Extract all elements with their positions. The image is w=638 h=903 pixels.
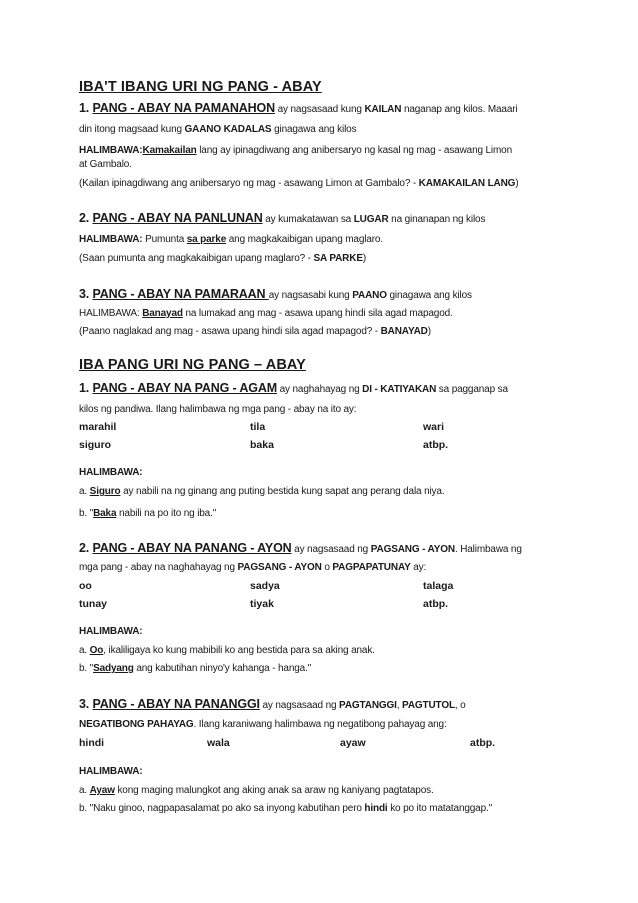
panang-ayon-desc-line2: mga pang - abay na naghahayag ng PAGSANG - AYON o PAGPAPATUNAY ay: bbox=[79, 562, 427, 573]
panlunan-heading: 2. PANG - ABAY NA PANLUNAN ay kumakatawan sa LUGAR na ginanapan ng kilos bbox=[79, 211, 486, 225]
pamanahon-desc-line2: din itong magsaad kung GAANO KADALAS ginagawa ang kilos bbox=[79, 124, 357, 135]
item-number: 1. bbox=[79, 101, 90, 115]
panlunan-question: (Saan pumunta ang magkakaibigan upang maglaro? - SA PARKE) bbox=[79, 253, 367, 264]
panlunan-example: HALIMBAWA: Pumunta sa parke ang magkakaibigan upang maglaro. bbox=[79, 234, 383, 245]
pamaraan-question: (Paano naglakad ang mag - asawa upang hindi sila agad mapagod? - BANAYAD) bbox=[79, 326, 431, 337]
panang-ayon-heading: 2. PANG - ABAY NA PANANG - AYON ay nagsasaad ng PAGSANG - AYON. Halimbawa ng bbox=[79, 541, 522, 555]
example-keyword: sa parke bbox=[186, 234, 227, 245]
pang-agam-desc-line2: kilos ng pandiwa. Ilang halimbawa ng mga pang - abay na ito ay: bbox=[79, 404, 357, 415]
panang-ayon-title: PANG - ABAY NA PANANG - AYON bbox=[92, 541, 292, 555]
pananggi-example-a: a. Ayaw kong maging malungkot ang aking anak sa araw ng kaniyang pagtatapos. bbox=[79, 785, 434, 796]
pang-agam-heading: 1. PANG - ABAY NA PANG - AGAM ay naghahayag ng DI - KATIYAKAN sa pagganap sa bbox=[79, 381, 508, 395]
pamaraan-example: HALIMBAWA: Banayad na lumakad ang mag - asawa upang hindi sila agad mapagod. bbox=[79, 308, 453, 319]
example-label: HALIMBAWA: bbox=[79, 626, 143, 637]
section-title-main: IBA'T IBANG URI NG PANG - ABAY bbox=[79, 79, 322, 95]
pamanahon-title: PANG - ABAY NA PAMANAHON bbox=[92, 101, 275, 115]
panang-ayon-example-b: b. "Sadyang ang kabutihan ninyo'y kahanga - hanga." bbox=[79, 663, 312, 674]
pananggi-title: PANG - ABAY NA PANANGGI bbox=[92, 697, 260, 711]
example-keyword: Kamakailan bbox=[142, 145, 197, 156]
example-keyword: Banayad bbox=[142, 308, 183, 319]
pang-agam-example-a: a. Siguro ay nabili na ng ginang ang puting bestida kung sapat ang perang dala niya. bbox=[79, 486, 445, 497]
pamanahon-question: (Kailan ipinagdiwang ang anibersaryo ng mag - asawang Limon at Gambalo? - KAMAKAILAN LANG) bbox=[79, 178, 519, 189]
pamaraan-heading: 3. PANG - ABAY NA PAMARAAN ay nagsasabi kung PAANO ginagawa ang kilos bbox=[79, 287, 472, 301]
pananggi-example-b: b. "Naku ginoo, nagpapasalamat po ako sa inyong kabutihan pero hindi ko po ito matatanggap." bbox=[79, 803, 493, 814]
example-label: HALIMBAWA: bbox=[79, 145, 143, 156]
pang-agam-title: PANG - ABAY NA PANG - AGAM bbox=[92, 381, 277, 395]
section-title-other: IBA PANG URI NG PANG – ABAY bbox=[79, 357, 306, 373]
example-label: HALIMBAWA: bbox=[79, 766, 143, 777]
pananggi-desc-line2: NEGATIBONG PAHAYAG. Ilang karaniwang halimbawa ng negatibong pahayag ang: bbox=[79, 719, 447, 730]
example-label: HALIMBAWA: bbox=[79, 467, 143, 478]
pamaraan-title: PANG - ABAY NA PAMARAAN bbox=[92, 287, 269, 301]
pamanahon-heading: 1. PANG - ABAY NA PAMANAHON ay nagsasaad kung KAILAN naganap ang kilos. Maaari bbox=[79, 101, 518, 115]
pamanahon-example-cont: at Gambalo. bbox=[79, 159, 132, 170]
panlunan-title: PANG - ABAY NA PANLUNAN bbox=[92, 211, 263, 225]
pananggi-heading: 3. PANG - ABAY NA PANANGGI ay nagsasaad ng PAGTANGGI, PAGTUTOL, o bbox=[79, 697, 466, 711]
pamanahon-example: HALIMBAWA:Kamakailan lang ay ipinagdiwang ang anibersaryo ng kasal ng mag - asawang Limon bbox=[79, 145, 513, 156]
pang-agam-example-b: b. "Baka nabili na po ito ng iba." bbox=[79, 508, 217, 519]
panang-ayon-example-a: a. Oo, ikaliligaya ko kung mabibili ko ang bestida para sa aking anak. bbox=[79, 645, 375, 656]
